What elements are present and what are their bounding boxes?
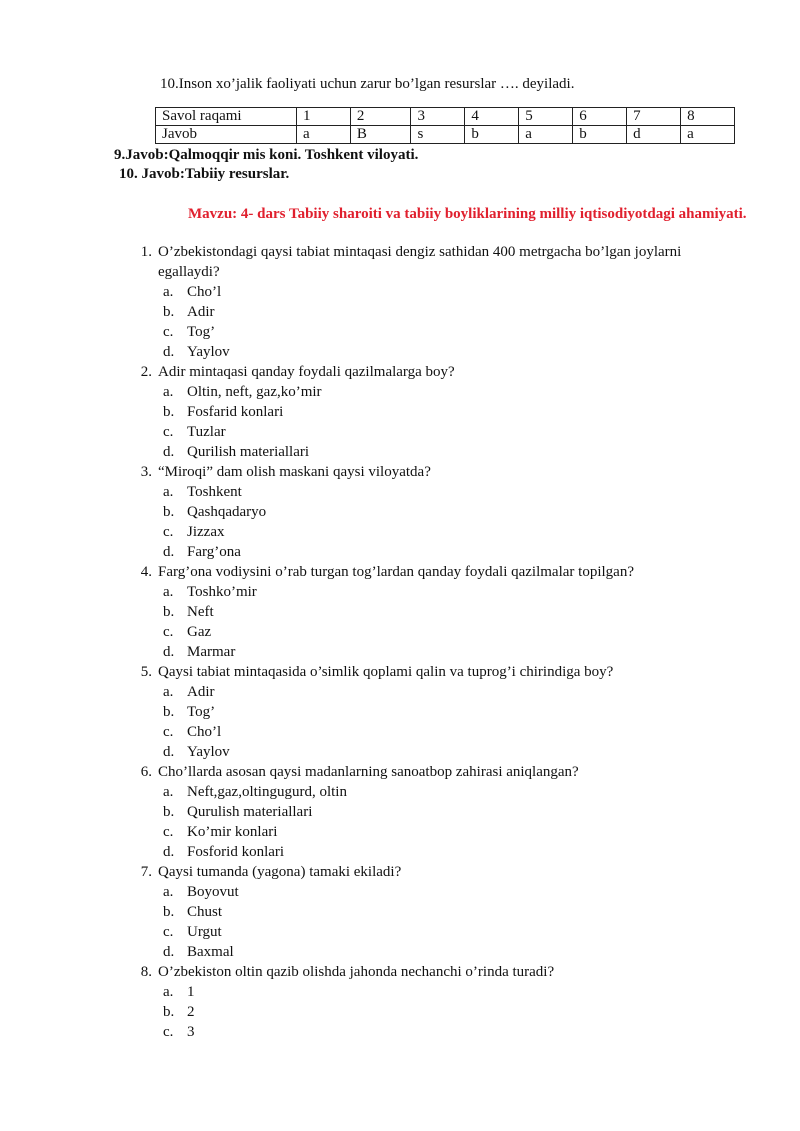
option-letter: a. xyxy=(163,284,174,300)
option-text: Fosfarid konlari xyxy=(187,404,284,420)
option-text: Cho’l xyxy=(187,724,222,740)
question-number: 3. xyxy=(140,464,152,480)
answer-option xyxy=(0,802,800,822)
option-text: Toshko’mir xyxy=(187,584,257,600)
answer-option xyxy=(0,322,800,342)
option-text: Qashqadaryo xyxy=(187,504,267,520)
answer-option xyxy=(0,682,800,702)
option-letter: d. xyxy=(163,644,175,660)
option-text: Urgut xyxy=(187,924,222,940)
answer-option xyxy=(0,502,800,522)
option-text: Baxmal xyxy=(187,944,234,960)
option-text: Yaylov xyxy=(187,744,230,760)
option-letter: c. xyxy=(163,1024,174,1040)
option-text: Neft xyxy=(187,604,214,620)
option-letter: c. xyxy=(163,424,174,440)
option-text: Fosforid konlari xyxy=(187,844,285,860)
answer-option xyxy=(0,302,800,322)
table-cell: a xyxy=(297,126,351,144)
table-cell: d xyxy=(627,126,681,144)
question-number: 1. xyxy=(140,244,152,260)
answer-option xyxy=(0,482,800,502)
option-letter: a. xyxy=(163,384,174,400)
option-text: Marmar xyxy=(187,644,236,660)
option-letter: d. xyxy=(163,744,175,760)
answer-option xyxy=(0,522,800,542)
option-letter: c. xyxy=(163,924,174,940)
option-letter: a. xyxy=(163,484,174,500)
option-text: Qurulish materiallari xyxy=(187,804,313,820)
option-text: Cho’l xyxy=(187,284,222,300)
answer-table xyxy=(155,107,735,144)
option-text: Toshkent xyxy=(187,484,242,500)
question-number: 7. xyxy=(140,864,152,880)
question-item xyxy=(0,662,800,762)
option-text: 3 xyxy=(187,1024,195,1040)
table-cell: 5 xyxy=(519,108,573,126)
option-letter: d. xyxy=(163,444,175,460)
question-text: Qaysi tumanda (yagona) tamaki ekiladi? xyxy=(158,864,402,880)
answer-option xyxy=(0,1002,800,1022)
table-cell: b xyxy=(465,126,519,144)
option-letter: c. xyxy=(163,624,174,640)
table-cell: 2 xyxy=(350,108,411,126)
table-cell: 8 xyxy=(681,108,735,126)
option-letter: b. xyxy=(163,504,175,520)
answer-option xyxy=(0,982,800,1002)
option-letter: b. xyxy=(163,304,175,320)
topic-heading: Mavzu: 4- dars Tabiiy sharoiti va tabiiy boyliklarining milliy iqtisodiyotdagi ahamiyati. xyxy=(188,206,747,222)
question-list xyxy=(0,242,800,1042)
question-item xyxy=(0,362,800,462)
option-letter: a. xyxy=(163,784,174,800)
option-letter: b. xyxy=(163,604,175,620)
option-letter: c. xyxy=(163,724,174,740)
option-text: Qurilish materiallari xyxy=(187,444,310,460)
table-cell: 1 xyxy=(297,108,351,126)
option-text: Oltin, neft, gaz,ko’mir xyxy=(187,384,322,400)
option-letter: a. xyxy=(163,884,174,900)
answer-option xyxy=(0,1022,800,1042)
question-text: Farg’ona vodiysini o’rab turgan tog’lardan qanday foydali qazilmalar topilgan? xyxy=(158,564,634,580)
option-letter: b. xyxy=(163,904,175,920)
question-number: 8. xyxy=(140,964,152,980)
question-number: 6. xyxy=(140,764,152,780)
answer-option xyxy=(0,742,800,762)
table-cell: 6 xyxy=(573,108,627,126)
option-letter: a. xyxy=(163,684,174,700)
question-item xyxy=(0,962,800,1042)
option-text: Yaylov xyxy=(187,344,230,360)
question-item xyxy=(0,562,800,662)
table-cell: s xyxy=(411,126,465,144)
question-number: 5. xyxy=(140,664,152,680)
option-text: Chust xyxy=(187,904,223,920)
table-row xyxy=(156,126,735,144)
option-text: Boyovut xyxy=(187,884,239,900)
question-10-line: 10.Inson xo’jalik faoliyati uchun zarur bo’lgan resurslar …. deyiladi. xyxy=(160,76,575,92)
answer-option xyxy=(0,722,800,742)
answer-option xyxy=(0,282,800,302)
option-letter: b. xyxy=(163,1004,175,1020)
option-letter: b. xyxy=(163,404,175,420)
table-cell: 4 xyxy=(465,108,519,126)
question-item xyxy=(0,862,800,962)
option-text: Jizzax xyxy=(187,524,225,540)
option-letter: c. xyxy=(163,524,174,540)
question-text: Adir mintaqasi qanday foydali qazilmalarga boy? xyxy=(158,364,455,380)
answer-option xyxy=(0,382,800,402)
question-item xyxy=(0,762,800,862)
option-text: Neft,gaz,oltingugurd, oltin xyxy=(187,784,347,800)
option-text: Ko’mir konlari xyxy=(187,824,278,840)
answer-option xyxy=(0,922,800,942)
option-letter: c. xyxy=(163,324,174,340)
answer-option xyxy=(0,442,800,462)
answer-option xyxy=(0,402,800,422)
option-letter: d. xyxy=(163,844,175,860)
question-item xyxy=(0,462,800,562)
option-letter: d. xyxy=(163,544,175,560)
answer-option xyxy=(0,542,800,562)
question-text: Qaysi tabiat mintaqasida o’simlik qoplami qalin va tuprog’i chirindiga boy? xyxy=(158,664,614,680)
question-number: 4. xyxy=(140,564,152,580)
answer-option xyxy=(0,782,800,802)
option-text: 1 xyxy=(187,984,195,1000)
option-letter: b. xyxy=(163,704,175,720)
table-cell: 7 xyxy=(627,108,681,126)
answer-option xyxy=(0,882,800,902)
answer-10: 10. Javob:Tabiiy resurslar. xyxy=(119,166,290,182)
table-cell: a xyxy=(681,126,735,144)
question-text: O’zbekistondagi qaysi tabiat mintaqasi dengiz sathidan 400 metrgacha bo’lgan joylarni egallaydi? xyxy=(158,244,682,280)
table-cell: Savol raqami xyxy=(156,108,297,126)
option-letter: d. xyxy=(163,944,175,960)
option-letter: c. xyxy=(163,824,174,840)
answer-option xyxy=(0,422,800,442)
option-text: Adir xyxy=(187,304,215,320)
answer-option xyxy=(0,582,800,602)
table-cell: Javob xyxy=(156,126,297,144)
answer-option xyxy=(0,342,800,362)
option-letter: b. xyxy=(163,804,175,820)
answer-option xyxy=(0,602,800,622)
answer-9: 9.Javob:Qalmoqqir mis koni. Toshkent viloyati. xyxy=(114,147,419,163)
question-text: “Miroqi” dam olish maskani qaysi viloyatda? xyxy=(158,464,431,480)
answer-option xyxy=(0,642,800,662)
question-item xyxy=(0,242,800,362)
question-number: 2. xyxy=(140,364,152,380)
answer-option xyxy=(0,622,800,642)
option-text: Tog’ xyxy=(187,704,216,720)
option-text: Farg’ona xyxy=(187,544,241,560)
answer-option xyxy=(0,702,800,722)
table-row xyxy=(156,108,735,126)
table-cell: b xyxy=(573,126,627,144)
question-text: O’zbekiston oltin qazib olishda jahonda nechanchi o’rinda turadi? xyxy=(158,964,555,980)
table-cell: a xyxy=(519,126,573,144)
question-text: Cho’llarda asosan qaysi madanlarning sanoatbop zahirasi aniqlangan? xyxy=(158,764,579,780)
option-letter: d. xyxy=(163,344,175,360)
answer-option xyxy=(0,902,800,922)
answer-option xyxy=(0,842,800,862)
option-text: Tog’ xyxy=(187,324,216,340)
answer-option xyxy=(0,822,800,842)
option-text: Gaz xyxy=(187,624,212,640)
table-cell: B xyxy=(350,126,411,144)
option-letter: a. xyxy=(163,984,174,1000)
table-cell: 3 xyxy=(411,108,465,126)
option-text: Tuzlar xyxy=(187,424,226,440)
option-text: Adir xyxy=(187,684,215,700)
answer-option xyxy=(0,942,800,962)
option-text: 2 xyxy=(187,1004,195,1020)
option-letter: a. xyxy=(163,584,174,600)
